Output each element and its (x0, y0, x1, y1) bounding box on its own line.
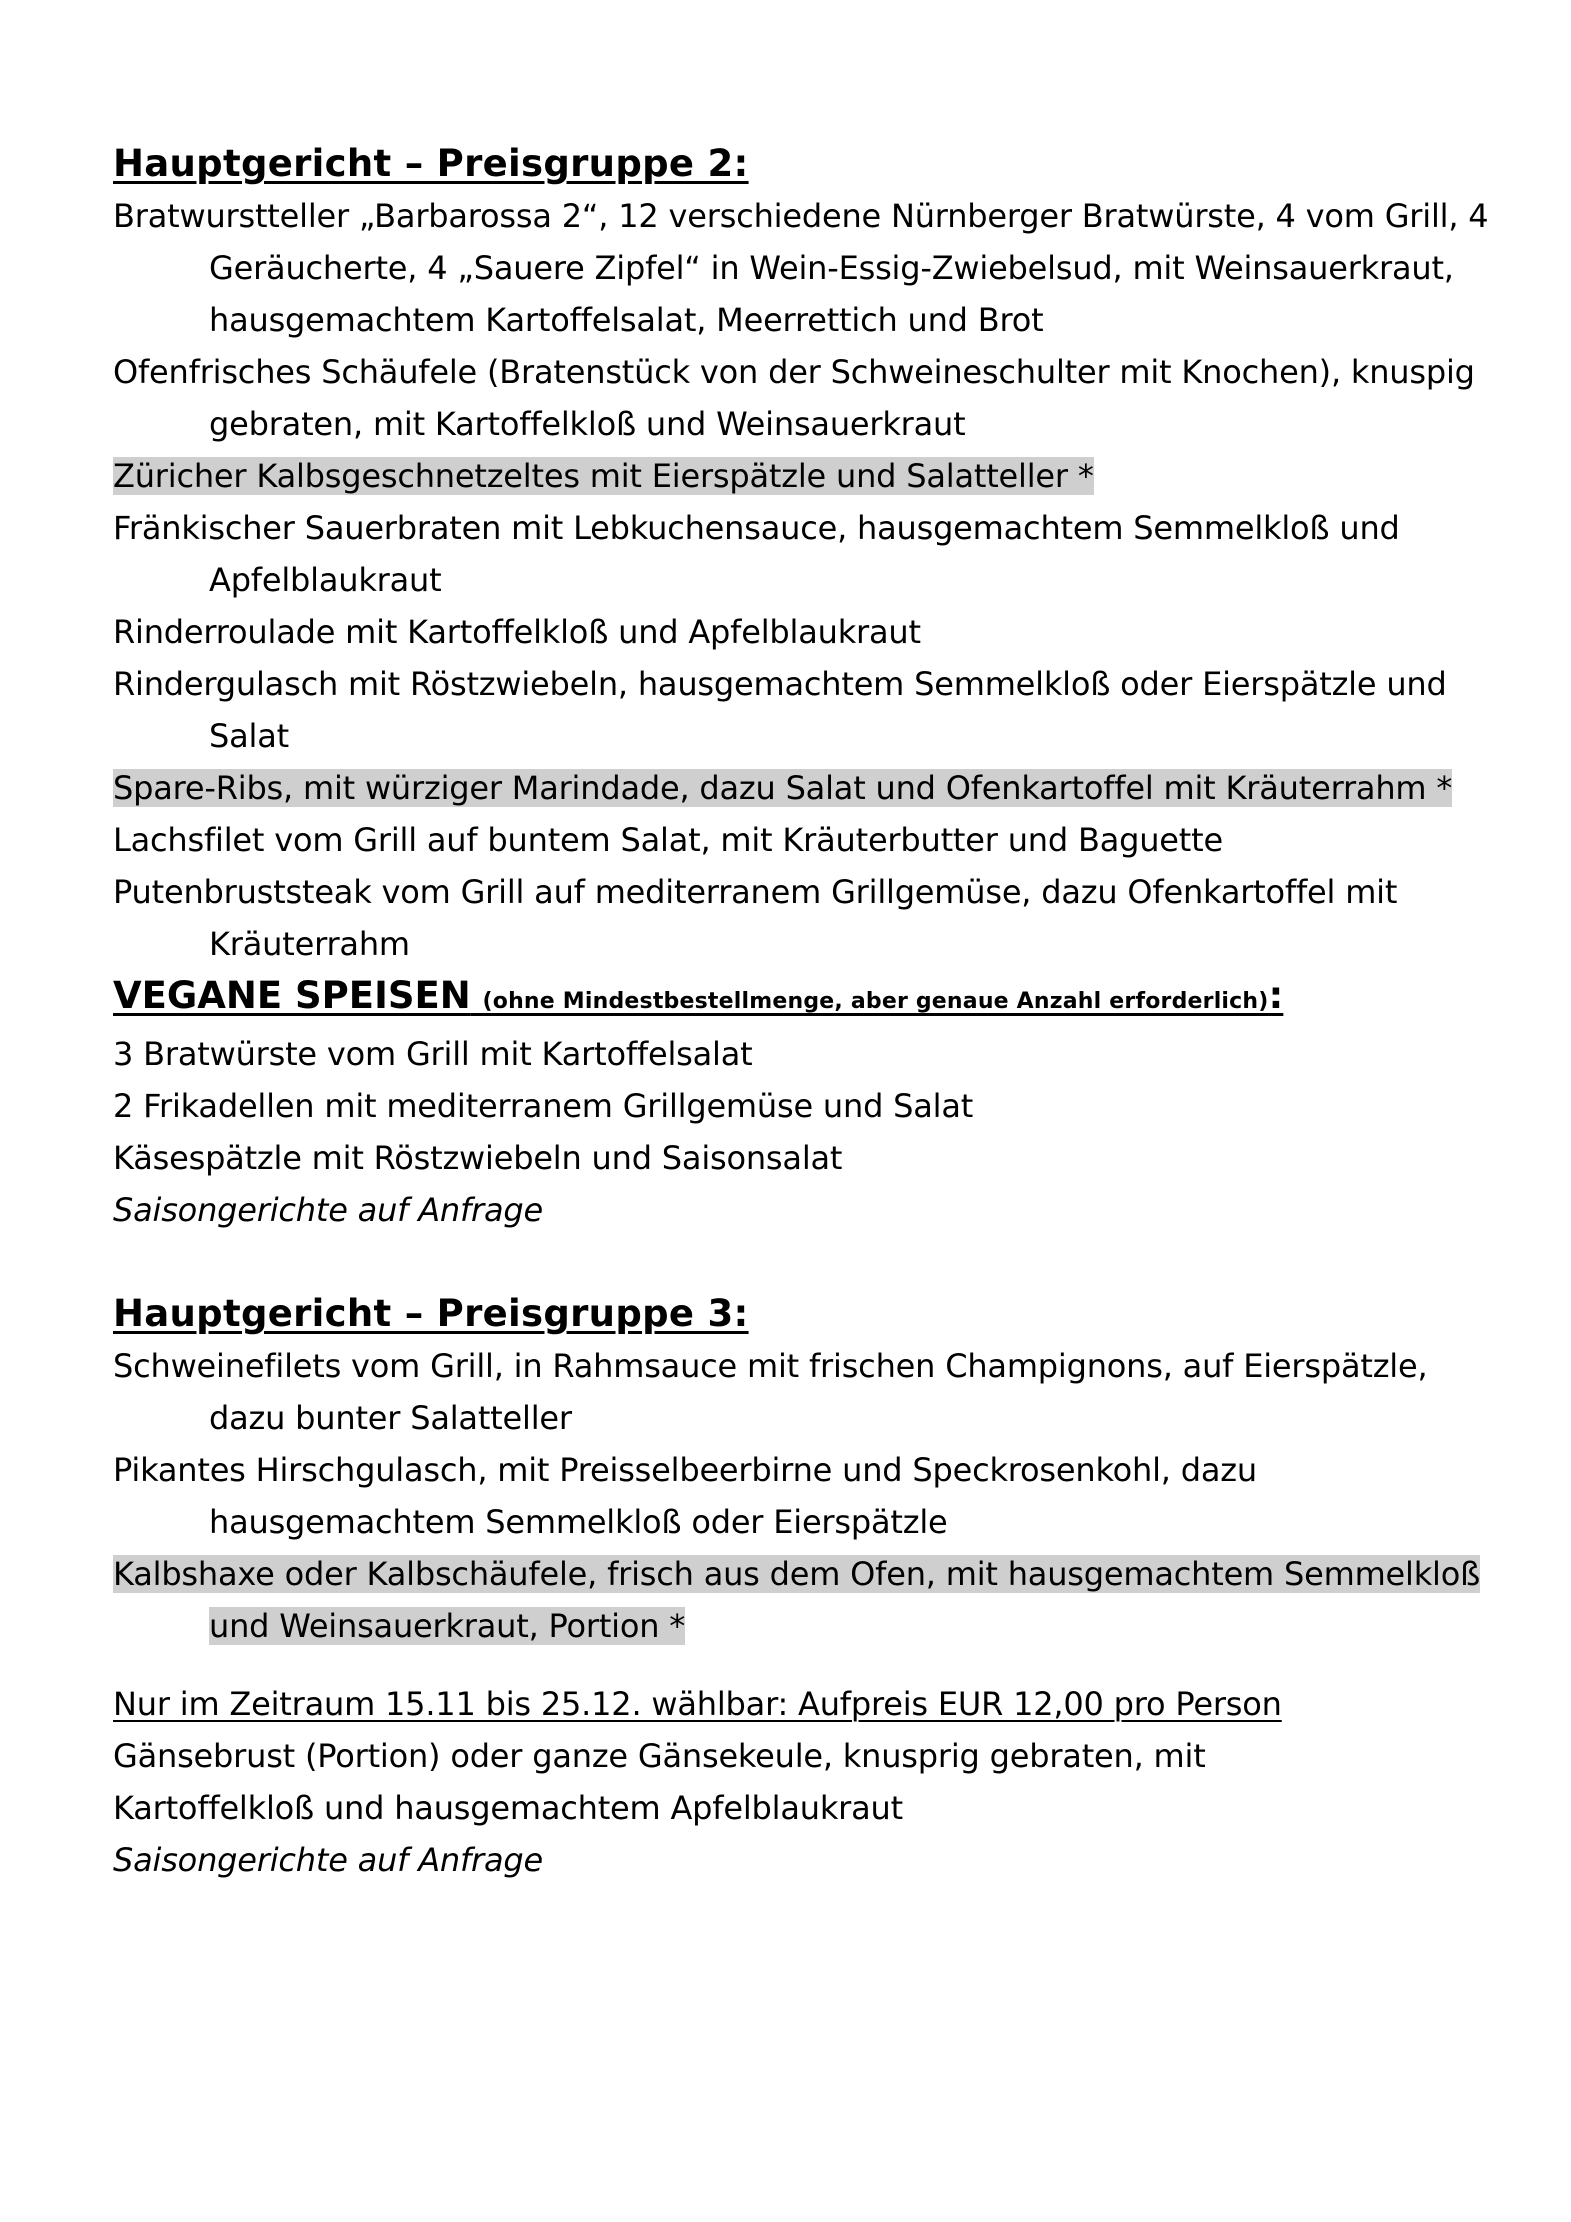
menu-item-highlighted: Züricher Kalbsgeschnetzeltes mit Eierspätzle und Salatteller * (113, 457, 1094, 495)
section-spacer (113, 1236, 1513, 1288)
vegan-title: VEGANE SPEISEN (113, 974, 471, 1017)
menu-item: Rindergulasch mit Röstzwiebeln, hausgemachtem Semmelkloß oder Eierspätzle und Salat (113, 665, 1447, 755)
menu-item-highlighted: Kalbshaxe oder Kalbschäufele, frisch aus dem Ofen, mit hausgemachtem Semmelkloß und Weinsauerkraut, Portion * (113, 1555, 1481, 1645)
seasonal-offer-notice: Nur im Zeitraum 15.11 bis 25.12. wählbar: Aufpreis EUR 12,00 pro Person (113, 1685, 1282, 1723)
menu-item: Schweinefilets vom Grill, in Rahmsauce mit frischen Champignons, auf Eierspätzle, dazu bunter Salatteller (113, 1347, 1428, 1437)
vegan-item: 3 Bratwürste vom Grill mit Kartoffelsalat (113, 1035, 753, 1073)
menu-item: Ofenfrisches Schäufele (Bratenstück von der Schweineschulter mit Knochen), knuspig gebraten, mit Kartoffelkloß und Weinsauerkraut (113, 353, 1475, 443)
section-spacer (113, 1652, 1513, 1678)
vegan-item: 2 Frikadellen mit mediterranem Grillgemüse und Salat (113, 1087, 974, 1125)
section-heading-preisgruppe-3: Hauptgericht – Preisgruppe 3: (113, 1292, 749, 1335)
seasonal-offer-line: Gänsebrust (Portion) oder ganze Gänsekeule, knusprig gebraten, mit (113, 1737, 1206, 1775)
section2-list (113, 190, 1513, 970)
menu-item: Bratwurstteller „Barbarossa 2“, 12 verschiedene Nürnberger Bratwürste, 4 vom Grill, 4 Geräucherte, 4 „Sauere Zipfel“ in Wein-Essig-Zwiebelsud, mit Weinsauerkraut, hausgemachtem Kartoffelsalat, Meerrettich und Brot (113, 197, 1489, 339)
vegan-list (113, 1028, 1513, 1236)
section3-list (113, 1340, 1513, 1652)
menu-item: Lachsfilet vom Grill auf buntem Salat, mit Kräuterbutter und Baguette (113, 821, 1223, 859)
menu-item: Rinderroulade mit Kartoffelkloß und Apfelblaukraut (113, 613, 921, 651)
vegan-item: Käsespätzle mit Röstzwiebeln und Saisonsalat (113, 1139, 843, 1177)
seasonal-note: Saisongerichte auf Anfrage (113, 1191, 544, 1229)
seasonal-offer-line: Kartoffelkloß und hausgemachtem Apfelblaukraut (113, 1789, 903, 1827)
menu-item-highlighted: Spare-Ribs, mit würziger Marindade, dazu Salat und Ofenkartoffel mit Kräuterrahm * (113, 769, 1453, 807)
menu-item: Pikantes Hirschgulasch, mit Preisselbeerbirne und Speckrosenkohl, dazu hausgemachtem Semmelkloß oder Eierspätzle (113, 1451, 1257, 1541)
vegan-note: (ohne Mindestbestellmenge, aber genaue Anzahl erforderlich) (482, 989, 1269, 1014)
section-heading-preisgruppe-2: Hauptgericht – Preisgruppe 2: (113, 142, 749, 185)
seasonal-note: Saisongerichte auf Anfrage (113, 1841, 544, 1879)
menu-item: Fränkischer Sauerbraten mit Lebkuchensauce, hausgemachtem Semmelkloß und Apfelblaukraut (113, 509, 1400, 599)
menu-item: Putenbruststeak vom Grill auf mediterranem Grillgemüse, dazu Ofenkartoffel mit Kräuterrahm (113, 873, 1398, 963)
menu-content (113, 138, 1513, 1886)
vegan-colon: : (1268, 974, 1284, 1017)
vegan-heading (113, 970, 1513, 1028)
